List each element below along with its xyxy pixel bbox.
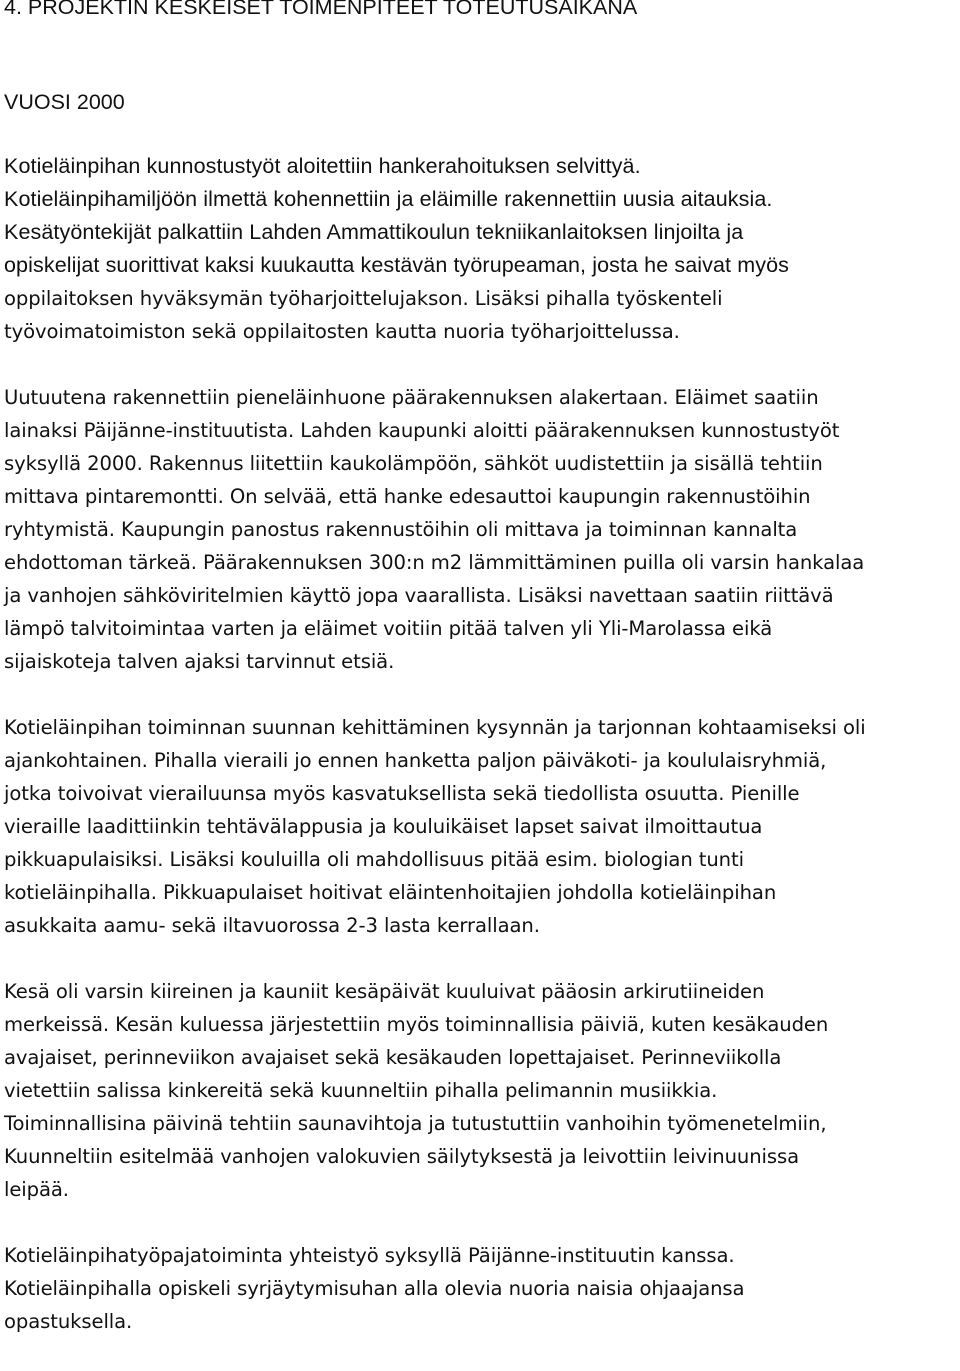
- text-line: ajankohtainen. Pihalla vieraili jo ennen hanketta paljon päiväkoti- ja koululaisryhmiä,: [4, 749, 827, 772]
- text-line: mittava pintaremontti. On selvää, että hanke edesauttoi kaupungin rakennustöihin: [4, 485, 811, 508]
- text-line: ja vanhojen sähköviritelmien käyttö jopa vaarallista. Lisäksi navettaan saatiin riittävä: [4, 584, 834, 607]
- paragraph: [4, 1239, 958, 1338]
- text-line: Kotieläinpihan toiminnan suunnan kehittäminen kysynnän ja tarjonnan kohtaamiseksi oli: [4, 716, 866, 739]
- body-text: [4, 150, 958, 1338]
- text-line: oppilaitoksen hyväksymän työharjoittelujakson. Lisäksi pihalla työskenteli: [4, 287, 723, 310]
- paragraph: [4, 711, 958, 942]
- text-line: Kotieläinpihalla opiskeli syrjäytymisuhan alla olevia nuoria naisia ohjaajansa: [4, 1277, 745, 1300]
- text-line: jotka toivoivat vierailuunsa myös kasvatuksellista sekä tiedollista osuutta. Pienille: [4, 782, 800, 805]
- text-line: Toiminnallisina päivinä tehtiin saunavihtoja ja tutustuttiin vanhoihin työmenetelmiin,: [4, 1112, 827, 1135]
- text-line: Kotieläinpihamiljöön ilmettä kohennettiin ja eläimille rakennettiin uusia aitauksia.: [4, 187, 773, 211]
- text-line: Kesätyöntekijät palkattiin Lahden Ammattikoulun tekniikanlaitoksen linjoilta ja: [4, 220, 744, 244]
- text-line: lainaksi Päijänne-instituutista. Lahden kaupunki aloitti päärakennuksen kunnostustyöt: [4, 419, 840, 442]
- text-line: leipää.: [4, 1178, 69, 1201]
- text-line: asukkaita aamu- sekä iltavuorossa 2-3 lasta kerrallaan.: [4, 914, 540, 937]
- text-line: vieraille laadittiinkin tehtävälappusia ja kouluikäiset lapset saivat ilmoittautua: [4, 815, 763, 838]
- text-line: Uutuutena rakennettiin pieneläinhuone päärakennuksen alakertaan. Eläimet saatiin: [4, 386, 819, 409]
- text-line: merkeissä. Kesän kuluessa järjestettiin myös toiminnallisia päiviä, kuten kesäkauden: [4, 1013, 829, 1036]
- text-line: opiskelijat suorittivat kaksi kuukautta kestävän työrupeaman, josta he saivat myös: [4, 253, 789, 277]
- paragraph: [4, 975, 958, 1206]
- text-line: lämpö talvitoimintaa varten ja eläimet voitiin pitää talven yli Yli-Marolassa eikä: [4, 617, 773, 640]
- text-line: Kesä oli varsin kiireinen ja kauniit kesäpäivät kuuluivat pääosin arkirutiineiden: [4, 980, 765, 1003]
- text-line: vietettiin salissa kinkereitä sekä kuunneltiin pihalla pelimannin musiikkia.: [4, 1079, 718, 1102]
- text-line: ehdottoman tärkeä. Päärakennuksen 300:n m2 lämmittäminen puilla oli varsin hankalaa: [4, 551, 865, 574]
- paragraph: [4, 150, 958, 348]
- text-line: avajaiset, perinneviikon avajaiset sekä kesäkauden lopettajaiset. Perinneviikolla: [4, 1046, 782, 1069]
- text-line: pikkuapulaisiksi. Lisäksi kouluilla oli mahdollisuus pitää esim. biologian tunti: [4, 848, 744, 871]
- text-line: Kotieläinpihan kunnostustyöt aloitettiin hankerahoituksen selvittyä.: [4, 154, 641, 178]
- text-line: syksyllä 2000. Rakennus liitettiin kaukolämpöön, sähköt uudistettiin ja sisällä tehtiin: [4, 452, 823, 475]
- text-line: ryhtymistä. Kaupungin panostus rakennustöihin oli mittava ja toiminnan kannalta: [4, 518, 798, 541]
- text-line: opastuksella.: [4, 1310, 133, 1333]
- document-page: [4, 0, 958, 1371]
- text-line: työvoimatoimiston sekä oppilaitosten kautta nuoria työharjoittelussa.: [4, 320, 680, 343]
- text-line: sijaiskoteja talven ajaksi tarvinnut etsiä.: [4, 650, 395, 673]
- year-heading: VUOSI 2000: [4, 90, 125, 114]
- text-line: kotieläinpihalla. Pikkuapulaiset hoitivat eläintenhoitajien johdolla kotieläinpihan: [4, 881, 777, 904]
- text-line: Kuunneltiin esitelmää vanhojen valokuvien säilytyksestä ja leivottiin leivinuunissa: [4, 1145, 800, 1168]
- text-line: Kotieläinpihatyöpajatoiminta yhteistyö syksyllä Päijänne-instituutin kanssa.: [4, 1244, 735, 1267]
- paragraph: [4, 381, 958, 678]
- section-heading: 4. PROJEKTIN KESKEISET TOIMENPITEET TOTEUTUSAIKANA: [4, 0, 638, 19]
